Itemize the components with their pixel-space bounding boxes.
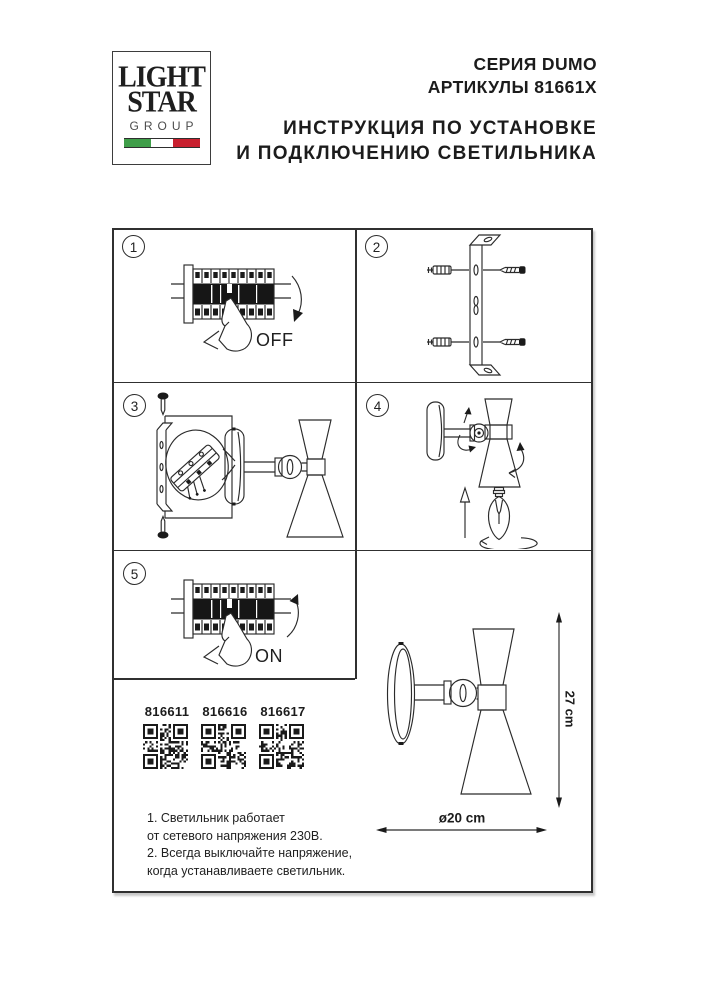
mounting-bracket-drawing	[470, 235, 500, 375]
insert-arrow-icon	[461, 488, 470, 538]
instruction-title-line2: И ПОДКЛЮЧЕНИЮ СВЕТИЛЬНИКА	[236, 143, 597, 164]
wiring-illustration	[114, 383, 355, 549]
rotation-arrow-icon	[458, 407, 476, 453]
instruction-title-line1: ИНСТРУКЦИЯ ПО УСТАНОВКЕ	[283, 118, 597, 139]
curved-arrow-down-icon	[293, 309, 303, 322]
dimension-projection-lines	[165, 416, 232, 518]
notes	[147, 810, 352, 880]
header-titles	[236, 53, 597, 166]
step-panel-2	[357, 230, 591, 381]
step-panel-3	[114, 383, 355, 549]
product-article-label: 816617	[260, 704, 306, 719]
instruction-grid	[112, 228, 593, 893]
screw-in-arrow-icon	[480, 537, 537, 549]
note-line: от сетевого напряжения 230В.	[147, 828, 323, 843]
dimensions-area	[357, 551, 591, 891]
bracket-illustration	[357, 230, 591, 381]
breaker-on-illustration	[114, 551, 355, 678]
off-label: OFF	[256, 330, 294, 350]
wall-lamp-drawing	[427, 399, 520, 487]
step-panel-1	[114, 230, 355, 381]
step-panel-4	[357, 383, 591, 549]
step-number-badge: 2	[365, 235, 388, 258]
flag-white	[151, 139, 173, 147]
height-dimension-line	[556, 612, 562, 808]
product-816616	[201, 704, 249, 769]
terminal-block-bubble	[159, 424, 235, 505]
logo-light-text: LIGHT	[118, 60, 205, 95]
flag-red	[173, 139, 200, 147]
light-bulb-icon	[489, 488, 510, 540]
note-line: когда устанавливаете светильник.	[147, 863, 346, 878]
logo-star-text: STAR	[127, 85, 196, 120]
wall-bracket-side-view	[157, 423, 172, 511]
articles-area	[114, 680, 355, 891]
flag-green	[124, 139, 151, 147]
product-816611	[143, 704, 191, 769]
series-title: СЕРИЯ DUMO	[473, 54, 597, 74]
qr-code	[201, 724, 249, 769]
step-panel-5	[114, 551, 355, 678]
step-number-badge: 1	[122, 235, 145, 258]
note-line: 1. Светильник работает	[147, 811, 285, 825]
product-816617	[259, 704, 307, 769]
on-label: ON	[255, 646, 283, 666]
tilt-arrow-icon	[509, 442, 525, 478]
dimension-illustration	[357, 551, 591, 891]
height-dimension-label: 27 cm	[562, 690, 578, 728]
articles-title: АРТИКУЛЫ 81661X	[427, 77, 597, 97]
step-number-badge: 5	[123, 562, 146, 585]
adjust-bulb-illustration	[357, 383, 591, 549]
product-article-label: 816611	[144, 704, 190, 719]
step-number-badge: 4	[366, 394, 389, 417]
italian-flag	[124, 138, 200, 148]
qr-code	[143, 724, 191, 769]
step-number-badge: 3	[123, 394, 146, 417]
product-article-label: 816616	[202, 704, 248, 719]
diameter-dimension-label: ø20 cm	[438, 810, 486, 826]
wall-lamp-side-view	[388, 629, 532, 794]
lightstar-logo	[112, 51, 211, 165]
note-line: 2. Всегда выключайте напряжение,	[147, 846, 353, 860]
wall-lamp-drawing	[225, 420, 343, 537]
breaker-off-illustration	[114, 230, 355, 381]
diameter-dimension-line	[376, 827, 547, 833]
qr-code	[259, 724, 307, 769]
logo-group-text: GROUP	[129, 119, 199, 133]
